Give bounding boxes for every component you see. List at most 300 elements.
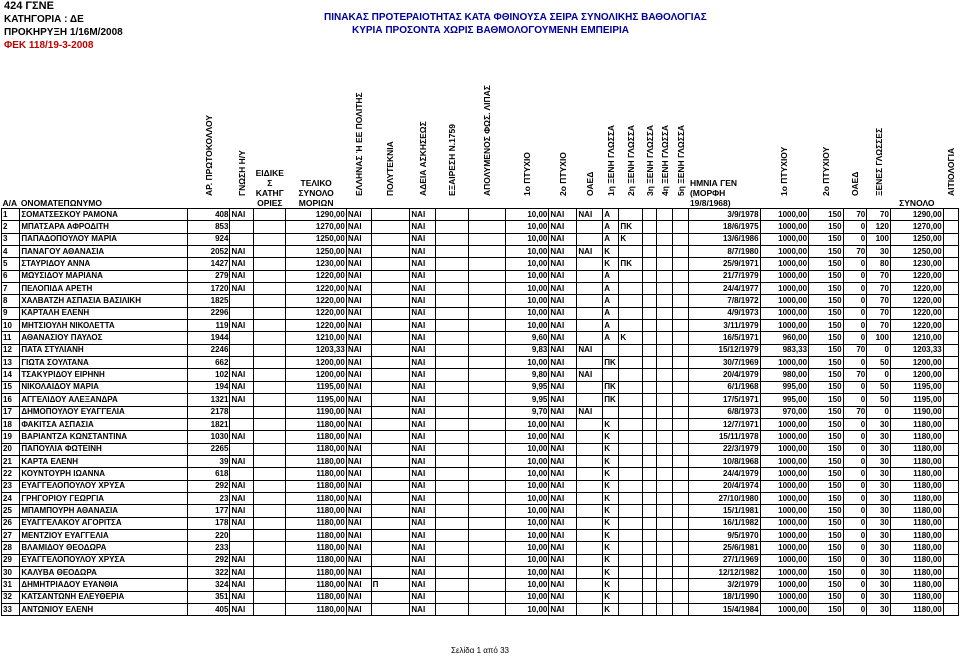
table-cell: ΝΑΙ: [346, 566, 371, 578]
header-line-proclamation: ΠΡΟΚΗΡΥΞΗ 1/16Μ/2008: [4, 27, 123, 38]
table-cell: ΝΑΙ: [549, 443, 577, 455]
table-cell: [673, 591, 689, 603]
table-cell: 1270,00: [286, 221, 346, 233]
table-cell: 1250,00: [286, 233, 346, 245]
table-cell: ΝΑΙ: [577, 369, 603, 381]
table-cell: [468, 591, 506, 603]
table-cell: [436, 381, 468, 393]
table-cell: [943, 246, 958, 258]
table-cell: [468, 357, 506, 369]
table-cell: 1000,00: [760, 221, 808, 233]
table-cell: [657, 344, 673, 356]
table-cell: Α: [603, 295, 619, 307]
table-cell: [619, 369, 643, 381]
table-cell: 3/2/1979: [689, 579, 760, 591]
table-cell: [230, 443, 254, 455]
table-cell: 0: [843, 579, 867, 591]
table-row: [2, 344, 959, 356]
table-cell: ΝΑΙ: [346, 591, 371, 603]
table-cell: [943, 221, 958, 233]
table-row: [2, 307, 959, 319]
table-cell: [643, 554, 657, 566]
table-cell: [943, 357, 958, 369]
table-cell: [254, 604, 286, 616]
table-cell: ΝΑΙ: [346, 283, 371, 295]
table-cell: 1180,00: [890, 529, 943, 541]
table-cell: 3/9/1978: [689, 209, 760, 221]
table-cell: [643, 505, 657, 517]
table-cell: 0: [843, 517, 867, 529]
table-cell: 50: [867, 381, 891, 393]
table-cell: 27: [2, 529, 20, 541]
table-cell: [577, 270, 603, 282]
table-cell: [371, 418, 410, 430]
table-cell: 150: [809, 394, 843, 406]
table-cell: 0: [843, 443, 867, 455]
table-cell: [371, 529, 410, 541]
table-cell: [657, 604, 673, 616]
table-cell: [254, 295, 286, 307]
table-cell: [577, 505, 603, 517]
table-cell: 2296: [188, 307, 230, 319]
table-cell: [643, 332, 657, 344]
table-cell: [577, 258, 603, 270]
table-row: [2, 357, 959, 369]
table-cell: ΝΑΙ: [346, 431, 371, 443]
table-cell: 10,00: [506, 258, 549, 270]
table-cell: 1180,00: [890, 480, 943, 492]
table-cell: 22/3/1979: [689, 443, 760, 455]
table-cell: 1220,00: [890, 283, 943, 295]
table-cell: [673, 431, 689, 443]
table-cell: [619, 443, 643, 455]
table-cell: 24/4/1977: [689, 283, 760, 295]
table-cell: 70: [843, 369, 867, 381]
table-cell: 995,00: [760, 394, 808, 406]
table-cell: 1290,00: [286, 209, 346, 221]
table-cell: [468, 455, 506, 467]
table-cell: 0: [843, 233, 867, 245]
table-cell: 70: [867, 295, 891, 307]
table-cell: [436, 418, 468, 430]
table-cell: [643, 246, 657, 258]
table-cell: [230, 307, 254, 319]
table-cell: [577, 517, 603, 529]
table-cell: [468, 369, 506, 381]
table-cell: 1000,00: [760, 233, 808, 245]
table-cell: 10,00: [506, 443, 549, 455]
table-cell: 1180,00: [286, 579, 346, 591]
table-cell: [254, 369, 286, 381]
table-cell: [673, 307, 689, 319]
table-cell: [468, 505, 506, 517]
table-cell: 1000,00: [760, 283, 808, 295]
table-cell: 1000,00: [760, 270, 808, 282]
table-cell: [943, 604, 958, 616]
table-cell: ΚΑΤΣΑΝΤΩΝΗ ΕΛΕΥΘΕΡΙΑ: [20, 591, 188, 603]
table-cell: 292: [188, 554, 230, 566]
table-cell: 1200,00: [286, 369, 346, 381]
table-cell: [643, 591, 657, 603]
table-cell: [603, 406, 619, 418]
table-cell: 1000,00: [760, 443, 808, 455]
table-cell: [436, 394, 468, 406]
table-cell: 1000,00: [760, 431, 808, 443]
table-cell: ΝΑΙ: [346, 492, 371, 504]
table-cell: [468, 542, 506, 554]
table-cell: 1220,00: [286, 307, 346, 319]
table-cell: [619, 394, 643, 406]
table-cell: [619, 418, 643, 430]
table-cell: [254, 344, 286, 356]
table-cell: [643, 542, 657, 554]
table-row: [2, 406, 959, 418]
table-cell: [371, 468, 410, 480]
table-cell: ΝΑΙ: [346, 505, 371, 517]
table-cell: [943, 480, 958, 492]
table-cell: ΜΠΑΤΣΑΡΑ ΑΦΡΟΔΙΤΗ: [20, 221, 188, 233]
table-cell: 150: [809, 258, 843, 270]
table-cell: ΝΑΙ: [346, 542, 371, 554]
table-cell: [673, 221, 689, 233]
table-cell: 1180,00: [890, 505, 943, 517]
table-cell: ΝΑΙ: [549, 221, 577, 233]
table-cell: 980,00: [760, 369, 808, 381]
table-cell: [436, 455, 468, 467]
table-cell: 10,00: [506, 529, 549, 541]
table-cell: ΧΑΛΒΑΤΖΗ ΑΣΠΑΣΙΑ ΒΑΣΙΛΙΚΗ: [20, 295, 188, 307]
table-cell: [254, 320, 286, 332]
table-cell: ΝΑΙ: [230, 270, 254, 282]
table-cell: ΝΑΙ: [549, 566, 577, 578]
table-cell: [254, 332, 286, 344]
table-cell: [619, 566, 643, 578]
table-cell: ΜΗΤΣΙΟΥΛΗ ΝΙΚΟΛΕΤΤΑ: [20, 320, 188, 332]
table-cell: 0: [843, 468, 867, 480]
table-cell: [657, 332, 673, 344]
table-cell: 10/8/1968: [689, 455, 760, 467]
table-cell: 24: [2, 492, 20, 504]
table-cell: 70: [867, 270, 891, 282]
table-cell: 15/1/1981: [689, 505, 760, 517]
table-cell: [254, 517, 286, 529]
table-cell: [254, 554, 286, 566]
table-cell: [371, 431, 410, 443]
table-cell: [436, 517, 468, 529]
table-cell: ΝΑΙ: [410, 344, 436, 356]
table-cell: 292: [188, 480, 230, 492]
table-cell: 50: [867, 357, 891, 369]
table-cell: 10,00: [506, 517, 549, 529]
table-cell: [673, 295, 689, 307]
table-cell: [371, 283, 410, 295]
table-cell: [943, 381, 958, 393]
table-cell: 1230,00: [890, 258, 943, 270]
table-cell: [254, 418, 286, 430]
table-cell: [577, 480, 603, 492]
table-cell: 150: [809, 283, 843, 295]
table-cell: Α: [603, 332, 619, 344]
table-cell: [436, 604, 468, 616]
table-cell: ΣΟΜΑΤΣΕΣΚΟΥ ΡΑΜΟΝΑ: [20, 209, 188, 221]
table-cell: 29: [2, 554, 20, 566]
table-row: [2, 492, 959, 504]
table-cell: Α: [603, 209, 619, 221]
table-cell: 0: [843, 529, 867, 541]
table-cell: ΠΚ: [603, 357, 619, 369]
table-cell: [643, 566, 657, 578]
table-cell: 1203,33: [286, 344, 346, 356]
table-cell: [673, 579, 689, 591]
table-cell: 100: [867, 233, 891, 245]
table-cell: 1195,00: [890, 381, 943, 393]
table-cell: [371, 455, 410, 467]
table-cell: 10,00: [506, 221, 549, 233]
table-cell: [436, 591, 468, 603]
table-cell: 351: [188, 591, 230, 603]
table-cell: 15/11/1978: [689, 431, 760, 443]
table-cell: ΝΑΙ: [346, 579, 371, 591]
col-name: ΟΝΟΜΑΤΕΠΩΝΥΜΟ: [20, 198, 103, 208]
table-cell: [436, 431, 468, 443]
table-cell: ΝΑΙ: [577, 344, 603, 356]
table-cell: ΝΑΙ: [230, 579, 254, 591]
table-cell: 1210,00: [890, 332, 943, 344]
table-cell: 30: [867, 492, 891, 504]
table-cell: ΝΑΙ: [346, 258, 371, 270]
table-cell: 1000,00: [760, 591, 808, 603]
table-cell: [943, 270, 958, 282]
table-cell: ΝΑΙ: [410, 394, 436, 406]
table-cell: [619, 357, 643, 369]
table-cell: Π: [371, 579, 410, 591]
table-cell: 120: [867, 221, 891, 233]
table-cell: [577, 542, 603, 554]
table-cell: 150: [809, 406, 843, 418]
table-cell: ΝΑΙ: [230, 369, 254, 381]
table-cell: ΚΑΡΤΑΛΗ ΕΛΕΝΗ: [20, 307, 188, 319]
table-cell: [254, 270, 286, 282]
table-row: [2, 258, 959, 270]
table-cell: 1230,00: [286, 258, 346, 270]
table-cell: [657, 542, 673, 554]
table-cell: [230, 542, 254, 554]
table-cell: ΝΑΙ: [346, 221, 371, 233]
table-cell: ΝΑΙ: [410, 406, 436, 418]
table-cell: Α: [603, 307, 619, 319]
table-cell: [657, 529, 673, 541]
table-cell: [619, 431, 643, 443]
table-cell: ΚΑΡΤΑ ΕΛΕΝΗ: [20, 455, 188, 467]
table-cell: 30: [2, 566, 20, 578]
table-cell: [577, 320, 603, 332]
col-discharged: ΑΠΟΛΥΜΕΝΟΣ ΦΩΣ. ΛΙΠΑΣ: [481, 85, 492, 196]
table-cell: [673, 332, 689, 344]
table-cell: 0: [843, 295, 867, 307]
table-cell: ΔΗΜΟΠΟΥΛΟΥ ΕΥΑΓΓΕΛΙΑ: [20, 406, 188, 418]
table-cell: 662: [188, 357, 230, 369]
table-cell: 150: [809, 591, 843, 603]
table-cell: [673, 344, 689, 356]
table-cell: [230, 468, 254, 480]
table-cell: 150: [809, 344, 843, 356]
table-cell: [468, 246, 506, 258]
table-cell: [371, 591, 410, 603]
table-cell: 1180,00: [286, 529, 346, 541]
table-cell: [643, 394, 657, 406]
table-cell: 26: [2, 517, 20, 529]
table-cell: [619, 604, 643, 616]
table-cell: ΝΑΙ: [549, 492, 577, 504]
table-cell: 150: [809, 480, 843, 492]
table-cell: [254, 394, 286, 406]
table-cell: [254, 233, 286, 245]
table-cell: [577, 566, 603, 578]
table-cell: ΣΤΑΥΡΙΔΟΥ ΑΝΝΑ: [20, 258, 188, 270]
table-cell: ΝΑΙ: [230, 554, 254, 566]
table-cell: [943, 517, 958, 529]
table-cell: 150: [809, 332, 843, 344]
table-cell: [468, 295, 506, 307]
table-cell: ΝΑΙ: [549, 283, 577, 295]
table-cell: ΝΑΙ: [230, 566, 254, 578]
table-cell: 1180,00: [890, 431, 943, 443]
table-cell: 150: [809, 517, 843, 529]
table-cell: [468, 406, 506, 418]
table-cell: [468, 431, 506, 443]
table-cell: ΓΙΩΤΑ ΣΟΥΛΤΑΝΑ: [20, 357, 188, 369]
table-cell: [619, 381, 643, 393]
table-cell: [673, 517, 689, 529]
table-row: [2, 221, 959, 233]
table-cell: ΝΑΙ: [410, 443, 436, 455]
table-cell: [254, 455, 286, 467]
table-cell: ΝΑΙ: [346, 480, 371, 492]
table-cell: [468, 332, 506, 344]
table-cell: ΠΑΠΑΔΟΠΟΥΛΟΥ ΜΑΡΙΑ: [20, 233, 188, 245]
table-cell: [657, 566, 673, 578]
table-cell: ΝΑΙ: [549, 295, 577, 307]
table-cell: [468, 221, 506, 233]
table-cell: 23: [188, 492, 230, 504]
table-cell: 1180,00: [286, 468, 346, 480]
table-cell: [577, 468, 603, 480]
table-cell: 30: [867, 517, 891, 529]
table-cell: Κ: [603, 579, 619, 591]
table-cell: [254, 209, 286, 221]
table-cell: ΝΑΙ: [230, 492, 254, 504]
table-cell: [603, 344, 619, 356]
table-cell: [657, 209, 673, 221]
table-cell: 1250,00: [286, 246, 346, 258]
table-cell: Κ: [603, 591, 619, 603]
table-cell: [603, 369, 619, 381]
table-cell: 1000,00: [760, 529, 808, 541]
table-cell: Κ: [603, 480, 619, 492]
table-cell: [619, 246, 643, 258]
table-cell: 0: [843, 283, 867, 295]
col-pts-oaed: ΟΑΕΔ: [849, 171, 860, 196]
table-cell: 21/7/1979: [689, 270, 760, 282]
table-cell: [619, 344, 643, 356]
table-row: [2, 505, 959, 517]
table-cell: [436, 542, 468, 554]
table-cell: 1220,00: [890, 295, 943, 307]
table-cell: [436, 320, 468, 332]
table-cell: [943, 283, 958, 295]
table-cell: [468, 307, 506, 319]
table-cell: 5: [2, 258, 20, 270]
table-cell: [943, 394, 958, 406]
table-cell: 1000,00: [760, 455, 808, 467]
table-cell: Κ: [603, 455, 619, 467]
table-cell: [943, 554, 958, 566]
table-cell: ΝΑΙ: [346, 381, 371, 393]
table-cell: 233: [188, 542, 230, 554]
table-cell: [371, 307, 410, 319]
table-cell: 2265: [188, 443, 230, 455]
table-cell: ΝΑΙ: [410, 381, 436, 393]
table-cell: 9,95: [506, 381, 549, 393]
table-cell: [943, 307, 958, 319]
table-cell: [657, 221, 673, 233]
table-cell: ΝΑΙ: [410, 357, 436, 369]
table-cell: 1180,00: [286, 443, 346, 455]
table-cell: 1427: [188, 258, 230, 270]
table-cell: [436, 505, 468, 517]
table-cell: [643, 406, 657, 418]
table-cell: ΝΑΙ: [549, 591, 577, 603]
table-cell: 983,33: [760, 344, 808, 356]
table-cell: [436, 295, 468, 307]
table-cell: ΝΑΙ: [549, 344, 577, 356]
table-cell: 0: [843, 591, 867, 603]
table-cell: [657, 480, 673, 492]
table-cell: 30: [867, 529, 891, 541]
table-cell: [643, 480, 657, 492]
table-cell: 960,00: [760, 332, 808, 344]
table-cell: 853: [188, 221, 230, 233]
table-cell: [254, 431, 286, 443]
table-cell: [673, 381, 689, 393]
table-cell: Α: [603, 233, 619, 245]
table-cell: [577, 295, 603, 307]
table-cell: 1220,00: [286, 270, 346, 282]
table-cell: 28: [2, 542, 20, 554]
table-cell: [673, 357, 689, 369]
table-cell: [673, 566, 689, 578]
table-cell: 150: [809, 307, 843, 319]
table-cell: [468, 492, 506, 504]
table-cell: ΝΑΙ: [549, 418, 577, 430]
table-row: [2, 542, 959, 554]
table-cell: 970,00: [760, 406, 808, 418]
col-lang2: 2η ΞΕΝΗ ΓΛΩΣΣΑ: [625, 124, 636, 196]
table-cell: [943, 320, 958, 332]
table-cell: ΝΑΙ: [410, 307, 436, 319]
table-cell: 0: [843, 270, 867, 282]
table-cell: 0: [867, 344, 891, 356]
table-cell: 20: [2, 443, 20, 455]
table-cell: [468, 283, 506, 295]
table-row: [2, 295, 959, 307]
table-cell: [468, 579, 506, 591]
table-cell: [619, 406, 643, 418]
table-cell: [619, 468, 643, 480]
table-cell: 0: [843, 480, 867, 492]
table-cell: Κ: [603, 554, 619, 566]
table-cell: 405: [188, 604, 230, 616]
